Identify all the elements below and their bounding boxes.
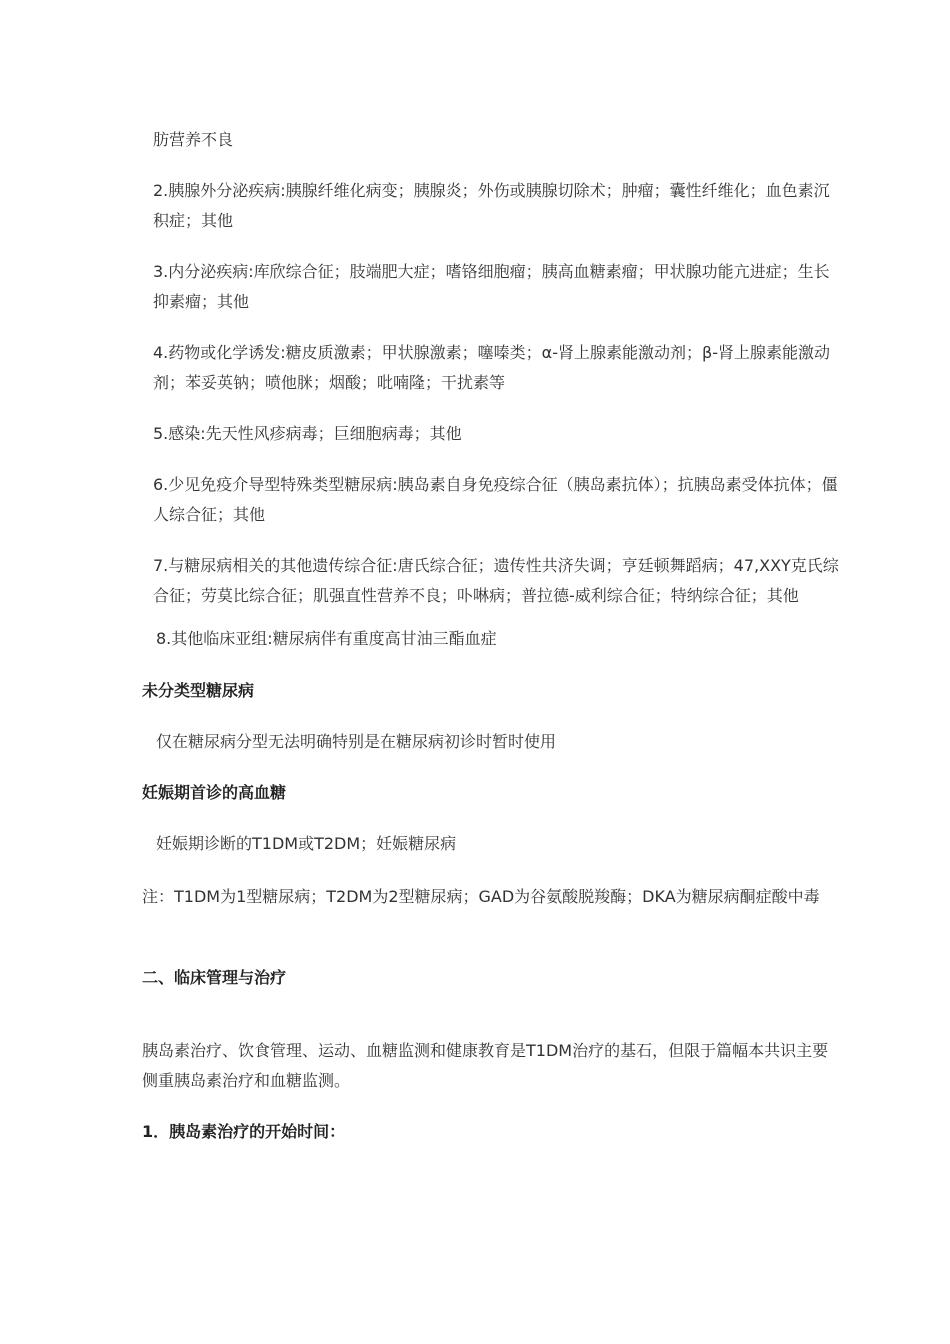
paragraph-lipodystrophy-tail: 肪营养不良 bbox=[153, 130, 234, 149]
paragraph-drug-induced: 4.药物或化学诱发:糖皮质激素；甲状腺激素；噻嗪类；α-肾上腺素能激动剂；β-肾上腺素能激动剂；苯妥英钠；喷他脒；烟酸；吡喃隆；干扰素等 bbox=[153, 343, 830, 392]
heading-clinical-management: 二、临床管理与治疗 bbox=[142, 968, 287, 987]
paragraph-genetic-syndromes: 7.与糖尿病相关的其他遗传综合征:唐氏综合征；遗传性共济失调；亨廷顿舞蹈病；47,XXY克氏综合征；劳莫比综合征；肌强直性营养不良；卟啉病；普拉德-威利综合征；特纳综合征；其他 bbox=[153, 556, 839, 605]
heading-pregnancy: 妊娠期首诊的高血糖 bbox=[142, 783, 287, 802]
heading-unclassified: 未分类型糖尿病 bbox=[142, 681, 255, 700]
paragraph-immune-mediated: 6.少见免疫介导型特殊类型糖尿病:胰岛素自身免疫综合征（胰岛素抗体）；抗胰岛素受体抗体；僵人综合征；其他 bbox=[153, 475, 838, 524]
paragraph-other-subgroup: 8.其他临床亚组:糖尿病伴有重度高甘油三酯血症 bbox=[156, 629, 497, 648]
heading-insulin-start-time: 1．胰岛素治疗的开始时间： bbox=[142, 1122, 346, 1141]
paragraph-note: 注：T1DM为1型糖尿病；T2DM为2型糖尿病；GAD为谷氨酸脱羧酶；DKA为糖尿病酮症酸中毒 bbox=[142, 887, 820, 906]
paragraph-exocrine-pancreas: 2.胰腺外分泌疾病:胰腺纤维化病变；胰腺炎；外伤或胰腺切除术；肿瘤；囊性纤维化；血色素沉积症；其他 bbox=[153, 181, 830, 230]
paragraph-infection: 5.感染:先天性风疹病毒；巨细胞病毒；其他 bbox=[153, 424, 462, 443]
paragraph-endocrine: 3.内分泌疾病:库欣综合征；肢端肥大症；嗜铬细胞瘤；胰高血糖素瘤；甲状腺功能亢进症；生长抑素瘤；其他 bbox=[153, 262, 830, 311]
paragraph-pregnancy: 妊娠期诊断的T1DM或T2DM；妊娠糖尿病 bbox=[156, 834, 457, 853]
paragraph-clinical-management: 胰岛素治疗、饮食管理、运动、血糖监测和健康教育是T1DM治疗的基石，但限于篇幅本共识主要侧重胰岛素治疗和血糖监测。 bbox=[142, 1041, 829, 1090]
paragraph-unclassified: 仅在糖尿病分型无法明确特别是在糖尿病初诊时暂时使用 bbox=[156, 732, 557, 751]
